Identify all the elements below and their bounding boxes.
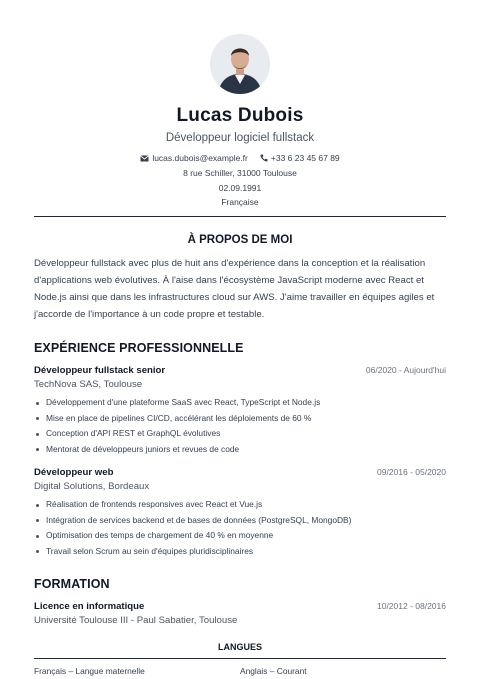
about-heading: À PROPOS DE MOI — [187, 234, 293, 246]
contact-row — [0, 153, 480, 163]
email-contact[interactable] — [140, 153, 248, 163]
list-item: Intégration de services backend et de bases de données (PostgreSQL, MongoDB) — [34, 513, 446, 529]
job-dates: 06/2020 - Aujourd'hui — [365, 365, 446, 375]
degree-title: Licence en informatique — [34, 601, 145, 612]
header-divider — [34, 216, 446, 218]
list-item: Développement d'une plateforme SaaS avec React, TypeScript et Node.js — [34, 395, 446, 411]
experience-heading: EXPÉRIENCE PROFESSIONNELLE — [34, 341, 244, 355]
education-dates: 10/2012 - 08/2016 — [376, 601, 446, 611]
list-item: Optimisation des temps de chargement de 40 % en moyenne — [34, 528, 446, 544]
profile-photo — [210, 34, 270, 94]
job-bullets — [34, 395, 446, 457]
job-entry — [34, 467, 446, 559]
job-entry — [34, 365, 446, 457]
education-heading: FORMATION — [34, 577, 110, 591]
list-item: Mentorat de développeurs juniors et revues de code — [34, 442, 446, 458]
language-item: Français – Langue maternelle — [34, 666, 145, 676]
languages-divider — [34, 658, 446, 659]
address: 8 rue Schiller, 31000 Toulouse — [183, 168, 297, 178]
resume-header — [0, 0, 480, 207]
education-entry — [34, 601, 446, 626]
job-company: TechNova SAS, Toulouse — [34, 379, 143, 390]
list-item: Conception d'API REST et GraphQL évolutives — [34, 426, 446, 442]
job-company: Digital Solutions, Bordeaux — [34, 481, 150, 492]
list-item: Réalisation de frontends responsives avec React et Vue.js — [34, 497, 446, 513]
email-text: lucas.dubois@example.fr — [152, 153, 248, 163]
languages-list — [34, 666, 446, 676]
school-name: Université Toulouse III - Paul Sabatier, Toulouse — [34, 615, 238, 626]
about-text: Développeur fullstack avec plus de huit ans d'expérience dans la conception et la réalisation d'applications web évolutives. À l'aise dans l'écosystème JavaScript moderne avec React et Node.js ainsi que dans les infrastructures cloud sur AWS. J'aime travailler en équipes agiles et j'accorde de l'importance à un code propre et testable. — [34, 258, 435, 320]
nationality: Française — [221, 197, 259, 207]
phone-text: +33 6 23 45 67 89 — [270, 153, 340, 163]
list-item: Mise en place de pipelines CI/CD, accélérant les déploiements de 60 % — [34, 411, 446, 427]
list-item: Travail selon Scrum au sein d'équipes pluridisciplinaires — [34, 544, 446, 560]
job-bullets — [34, 497, 446, 559]
envelope-icon — [140, 155, 149, 162]
job-dates: 09/2016 - 05/2020 — [376, 467, 446, 477]
languages-heading: LANGUES — [217, 642, 262, 652]
phone-contact[interactable] — [260, 153, 340, 163]
job-title: Développeur fullstack senior — [34, 365, 166, 376]
phone-icon — [260, 154, 268, 162]
birthdate: 02.09.1991 — [218, 182, 262, 193]
language-item: Anglais – Courant — [240, 666, 307, 676]
job-title: Développeur web — [34, 467, 114, 478]
full-name: Lucas Dubois — [176, 105, 304, 126]
job-title-headline: Développeur logiciel fullstack — [165, 132, 315, 144]
